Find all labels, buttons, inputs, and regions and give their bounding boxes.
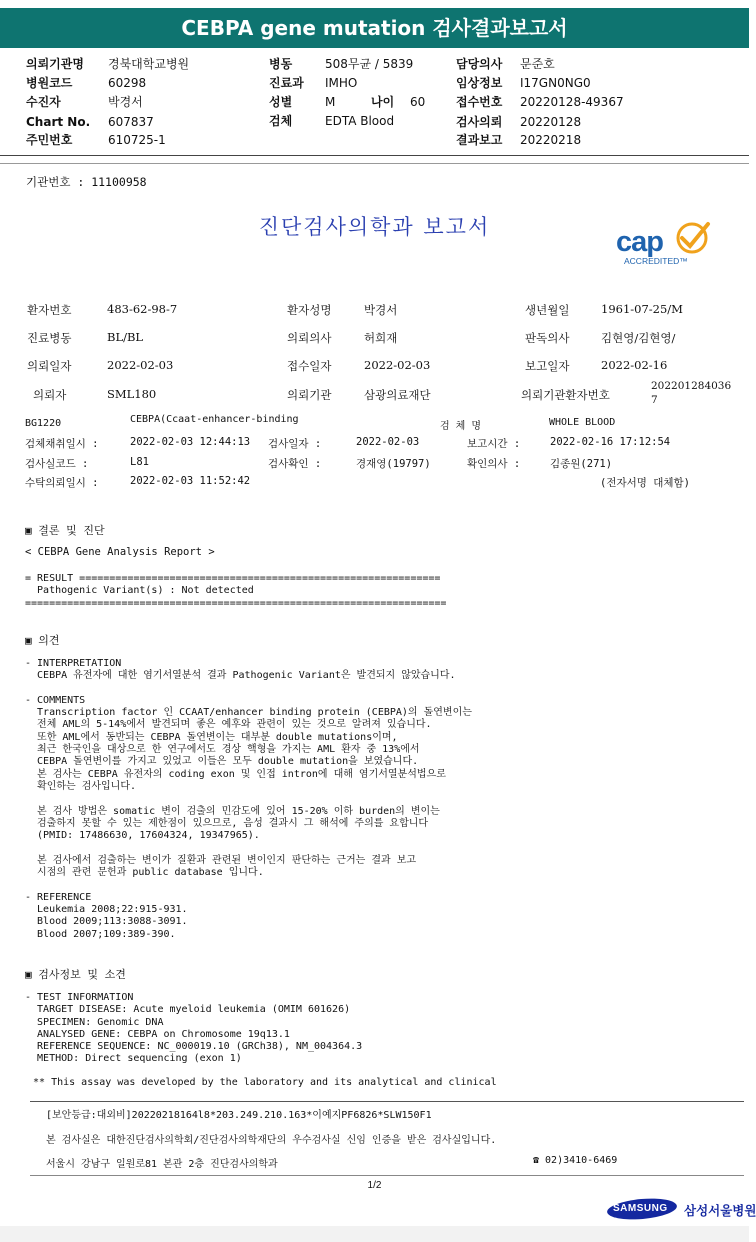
- header-label: 수진자: [26, 95, 61, 109]
- header-label: 임상정보: [456, 76, 503, 90]
- lab-phone: ☎ 02)3410-6469: [533, 1155, 618, 1166]
- header-value: 607837: [108, 115, 154, 129]
- opinion-section-heading: ▣ 의견: [25, 634, 60, 647]
- specimen-label: 검 체 명: [440, 421, 482, 432]
- header-label: 담당의사: [456, 57, 503, 71]
- field-label: 접수일자: [287, 359, 332, 373]
- header-label: 검사의뢰: [456, 115, 503, 129]
- field-value-wrap: 7: [651, 394, 658, 406]
- header-label: 결과보고: [456, 133, 503, 147]
- result-section-heading: ▣ 결론 및 진단: [25, 524, 105, 537]
- footer-divider: [30, 1175, 744, 1176]
- field-label: 판독의사: [525, 331, 570, 345]
- field-label: 의뢰의사: [287, 331, 332, 345]
- test-information-block: - TEST INFORMATION TARGET DISEASE: Acute myeloid leukemia (OMIM 601626) SPECIMEN: Genomic DNA ANALYSED GENE: CEBPA on Chromosome 19q13.1 REFERENCE SEQUENCE: NC_000019.10 (GRCh38), NM_004364.3 METHOD: Direct sequencing (exon 1): [25, 992, 363, 1065]
- field-label: 생년월일: [525, 303, 570, 317]
- institution-number: 기관번호 : 11100958: [26, 175, 147, 189]
- header-value: EDTA Blood: [325, 114, 395, 128]
- field-label: 검사실코드 :: [25, 458, 89, 470]
- field-label: 환자번호: [27, 303, 72, 317]
- field-value: 2022-02-03 12:44:13: [130, 436, 251, 448]
- field-value: 박경서: [364, 303, 398, 317]
- report-title: CEBPA gene mutation 검사결과보고서: [0, 8, 749, 48]
- age-value: 60: [410, 95, 426, 109]
- header-label: 의뢰기관명: [26, 57, 84, 71]
- field-value: 경재영(19797): [356, 458, 431, 470]
- field-value: BL/BL: [107, 330, 144, 344]
- field-label: 의뢰일자: [27, 359, 72, 373]
- cap-accredited-logo: [612, 220, 722, 268]
- field-value: 2022-02-03 11:52:42: [130, 475, 251, 487]
- esign-note: (전자서명 대체함): [600, 477, 690, 489]
- header-value: 508무균 / 5839: [325, 57, 414, 71]
- field-label: 검사일자 :: [268, 438, 322, 450]
- header-value: 문준호: [520, 57, 555, 71]
- info-section-heading: ▣ 검사정보 및 소견: [25, 968, 126, 981]
- age-label: 나이: [371, 95, 395, 109]
- field-label: 보고일자: [525, 359, 570, 373]
- page-number: 1/2: [367, 1180, 382, 1191]
- header-value: 20220128-49367: [520, 95, 624, 109]
- field-value: 202201284036: [651, 380, 732, 392]
- field-label: 의뢰기관: [287, 388, 332, 402]
- field-label: 확인의사 :: [467, 458, 521, 470]
- hospital-name: 삼성서울병원: [684, 1203, 756, 1218]
- header-value: 60298: [108, 76, 147, 90]
- samsung-hospital-logo: [606, 1197, 756, 1221]
- field-value: L81: [130, 456, 149, 468]
- header-value: 20220128: [520, 115, 582, 129]
- header-label: Chart No.: [26, 115, 91, 129]
- lab-address: 서울시 강남구 일원로81 본관 2층 진단검사의학과: [46, 1159, 278, 1170]
- test-name: CEBPA(Ccaat-enhancer-binding: [130, 414, 299, 425]
- divider: [0, 155, 749, 156]
- certification-text: 본 검사실은 대한진단검사의학회/진단검사의학재단의 우수검사실 신임 인증을 받은 검사실입니다.: [46, 1135, 497, 1146]
- footer-divider: [30, 1101, 744, 1102]
- field-label: 의뢰자: [33, 388, 67, 402]
- field-value: 김종원(271): [550, 458, 613, 470]
- result-block: = RESULT ============================================================ Pathogenic Variant(s) : Not detected ======================================================================: [25, 573, 447, 609]
- field-value: 김현영/김현영/: [601, 331, 676, 345]
- samsung-text: SAMSUNG: [613, 1203, 668, 1214]
- assay-note: ** This assay was developed by the laboratory and its analytical and clinical: [27, 1077, 497, 1088]
- field-value: 2022-02-03: [107, 358, 174, 372]
- field-label: 보고시간 :: [467, 438, 521, 450]
- field-label: 환자성명: [287, 303, 332, 317]
- cap-accredited-text: ACCREDITED™: [624, 256, 688, 266]
- test-code: BG1220: [25, 418, 62, 429]
- opinion-block: - INTERPRETATION CEBPA 유전자에 대한 염기서열분석 결과 Pathogenic Variant은 발견되지 않았습니다. - COMMENTS Transcription factor 인 CCAAT/enhancer binding protein (CEBPA)의 돌연변이는 전체 AML의 5-14%에서 발견되며 좋은 예후와 관련이 있는 것으로 알려져 있습니다. 또한 AML에서 동반되는 CEBPA 돌연변이는 대부분 double mutations이며, 최근 한국인을 대상으로 한 연구에서도 경상 핵형을 가지는 AML 환자 중 13%에서 CEBPA 돌연변이를 가지고 있었고 이들은 모두 double mutation을 보였습니다. 본 검사는 CEBPA 유전자의 coding exon 및 인접 intron에 대해 염기서열분석법으로 확인하는 검사입니다. 본 검사 방법은 somatic 변이 검출의 민감도에 있어 15-20% 이하 burden의 변이는 검출하지 못할 수 있는 제한점이 있으므로, 음성 결과시 그 해석에 주의를 요합니다 (PMID: 17486630, 17604324, 19347965). 본 검사에서 검출하는 변이가 질환과 관련된 변이인지 판단하는 근거는 결과 보고 시점의 관련 문헌과 public database 입니다. - REFERENCE Leukemia 2008;22:915-931. Blood 2009;113:3088-3091. Blood 2007;109:389-390.: [25, 658, 472, 940]
- header-label: 진료과: [269, 76, 304, 90]
- header-label: 병원코드: [26, 76, 73, 90]
- cap-text: cap: [616, 226, 663, 258]
- field-label: 의뢰기관환자번호: [521, 388, 610, 402]
- field-value: 2022-02-16: [601, 358, 668, 372]
- header-label: 접수번호: [456, 95, 503, 109]
- field-value: 483-62-98-7: [107, 302, 178, 316]
- header-value: 20220218: [520, 133, 582, 147]
- header-value: 610725-1: [108, 133, 166, 147]
- header-value: I17GN0NG0: [520, 76, 591, 90]
- header-value: 경북대학교병원: [108, 57, 190, 71]
- divider: [0, 163, 749, 164]
- field-value: 삼광의료재단: [364, 388, 431, 402]
- field-label: 검체채취일시 :: [25, 438, 99, 450]
- security-line: [보안등급:대외비]20220218164l8*203.249.210.163*이예지PF6826*SLW150F1: [46, 1110, 432, 1121]
- header-label: 검체: [269, 114, 293, 128]
- report-name: < CEBPA Gene Analysis Report >: [25, 546, 215, 558]
- header-label: 성별: [269, 95, 293, 109]
- lab-report-title: 진단검사의학과 보고서: [258, 215, 491, 239]
- header-value: 박경서: [108, 95, 143, 109]
- header-value: IMHO: [325, 76, 358, 90]
- header-label: 주민번호: [26, 133, 73, 147]
- field-value: 2022-02-16 17:12:54: [550, 436, 671, 448]
- field-value: 2022-02-03: [356, 436, 420, 448]
- field-label: 진료병동: [27, 331, 72, 345]
- specimen-value: WHOLE BLOOD: [549, 417, 616, 428]
- field-label: 검사확인 :: [268, 458, 322, 470]
- field-value: 1961-07-25/M: [601, 302, 683, 316]
- header-value: M: [325, 95, 336, 109]
- header-label: 병동: [269, 57, 293, 71]
- page-bottom-margin: [0, 1226, 749, 1242]
- field-value: 2022-02-03: [364, 358, 431, 372]
- field-value: 허희재: [364, 331, 398, 345]
- field-value: SML180: [107, 387, 157, 401]
- field-label: 수탁의뢰일시 :: [25, 477, 99, 489]
